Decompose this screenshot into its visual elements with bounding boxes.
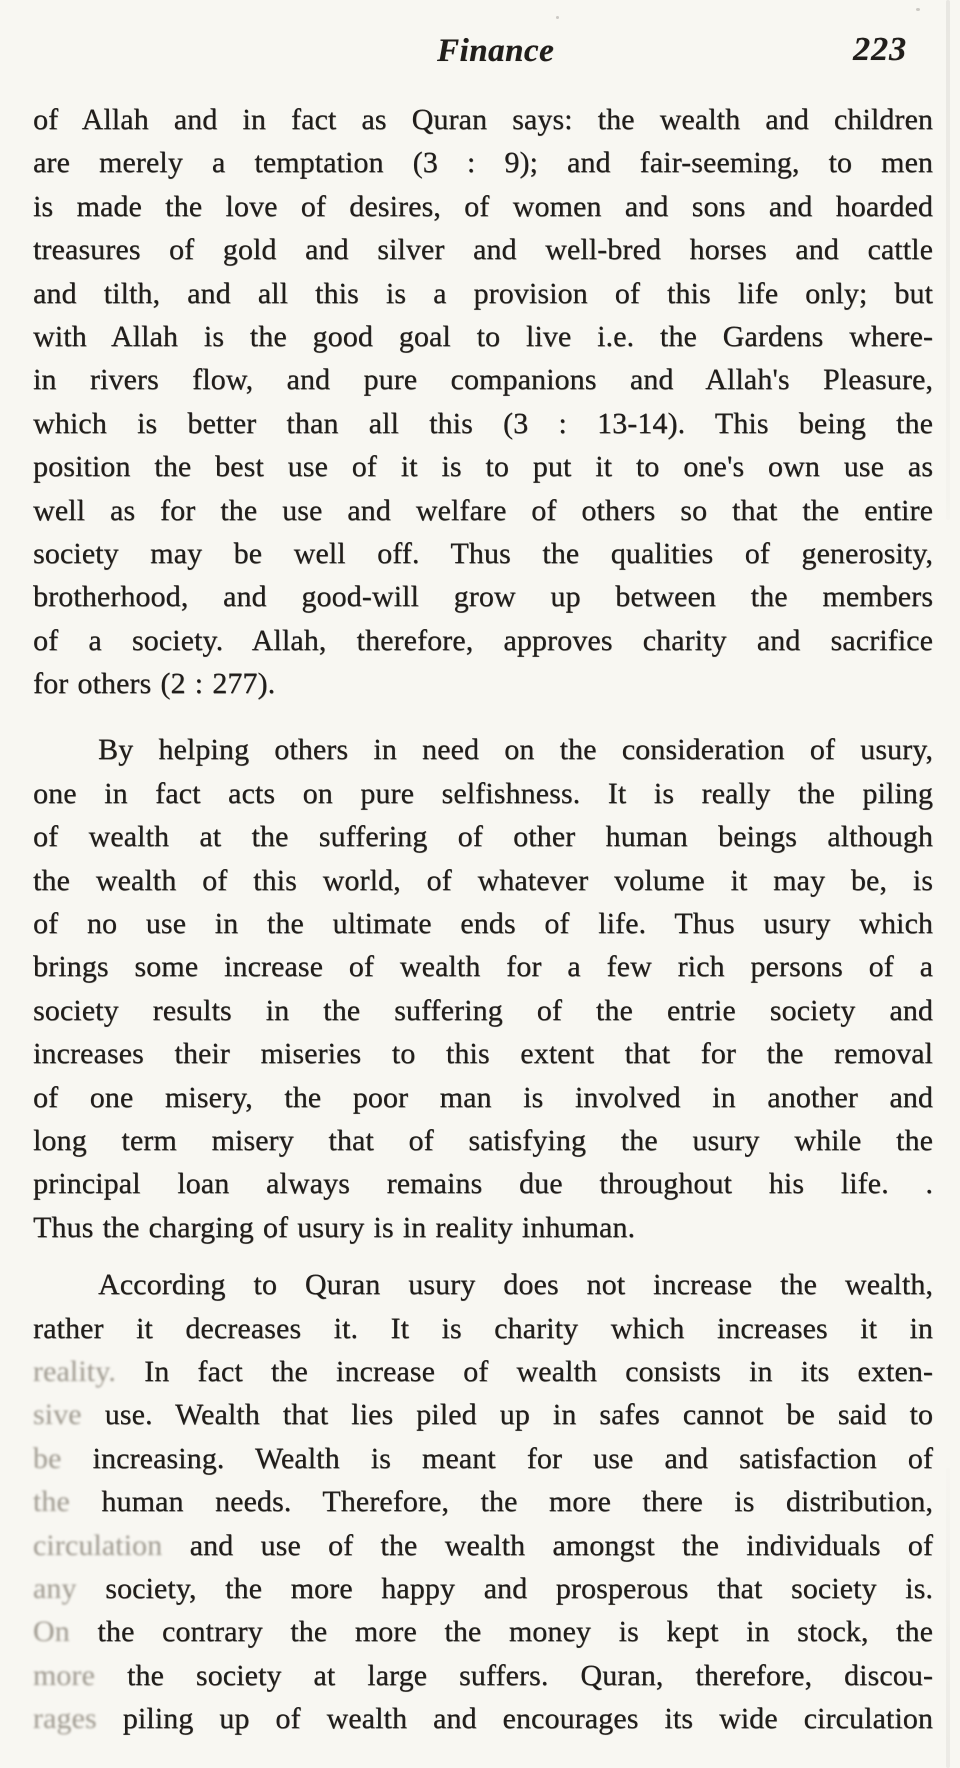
faded-word: sive xyxy=(33,1398,82,1432)
running-title: Finance xyxy=(437,33,555,69)
text-line: brotherhood, and good-will grow up between the members xyxy=(33,580,933,614)
text-line: rages piling up of wealth and encourages its wide circulation xyxy=(33,1702,933,1736)
text-line: in rivers flow, and pure companions and Allah's Pleasure, xyxy=(33,363,933,397)
text-line: brings some increase of wealth for a few rich persons of a xyxy=(33,950,933,984)
faded-word: rages xyxy=(33,1702,97,1736)
paragraph xyxy=(33,1263,933,1740)
text-line: with Allah is the good goal to live i.e. the Gardens where- xyxy=(33,319,933,353)
text-line: and tilth, and all this is a provision of this life only; but xyxy=(33,276,933,310)
scan-edge-shadow-bottom xyxy=(946,1468,950,1768)
text-line: well as for the use and welfare of others so that the entire xyxy=(33,493,933,527)
paragraph xyxy=(33,728,933,1249)
text-line: treasures of gold and silver and well-bred horses and cattle xyxy=(33,233,933,267)
text-line: be increasing. Wealth is meant for use and satisfaction of xyxy=(33,1441,933,1475)
text-line: circulation and use of the wealth amongst the individuals of xyxy=(33,1528,933,1562)
text-line: According to Quran usury does not increase the wealth, xyxy=(98,1268,933,1302)
text-line: of no use in the ultimate ends of life. Thus usury which xyxy=(33,907,933,941)
page-number: 223 xyxy=(853,31,907,68)
faded-word: On xyxy=(33,1615,70,1649)
text-line: of a society. Allah, therefore, approves charity and sacrifice xyxy=(33,623,933,657)
text-line: increases their miseries to this extent that for the removal xyxy=(33,1037,933,1071)
text-line: society may be well off. Thus the qualities of generosity, xyxy=(33,536,933,570)
faded-word: be xyxy=(33,1441,62,1475)
text-line: one in fact acts on pure selfishness. It is really the piling xyxy=(33,776,933,810)
text-line: more the society at large suffers. Quran, therefore, discou- xyxy=(33,1658,933,1692)
text-line: of wealth at the suffering of other human beings although xyxy=(33,820,933,854)
text-line: society results in the suffering of the entrie society and xyxy=(33,993,933,1027)
text-line: principal loan always remains due throughout his life. . xyxy=(33,1167,933,1201)
faded-word: more xyxy=(33,1658,96,1692)
text-line: are merely a temptation (3 : 9); and fair-seeming, to men xyxy=(33,146,933,180)
text-line: the human needs. Therefore, the more there is distribution, xyxy=(33,1485,933,1519)
text-line: for others (2 : 277). xyxy=(33,667,276,701)
text-line: On the contrary the more the money is kept in stock, the xyxy=(33,1615,933,1649)
text-line: long term misery that of satisfying the usury while the xyxy=(33,1123,933,1157)
text-line: which is better than all this (3 : 13-14). This being the xyxy=(33,406,933,440)
text-line: sive use. Wealth that lies piled up in safes cannot be said to xyxy=(33,1398,933,1432)
page-header xyxy=(0,0,960,80)
text-line: of Allah and in fact as Quran says: the wealth and children xyxy=(33,103,933,136)
text-line: any society, the more happy and prosperous that society is. xyxy=(33,1571,933,1605)
paragraph xyxy=(33,98,933,705)
faded-word: the xyxy=(33,1485,70,1519)
text-line: position the best use of it is to put it to one's own use as xyxy=(33,450,933,484)
text-line: the wealth of this world, of whatever volume it may be, is xyxy=(33,863,933,897)
faded-word: circulation xyxy=(33,1528,163,1562)
text-line: reality. In fact the increase of wealth consists in its exten- xyxy=(33,1354,933,1388)
body-text xyxy=(33,98,933,1740)
text-line: is made the love of desires, of women and sons and hoarded xyxy=(33,189,933,223)
faded-word: reality. xyxy=(33,1354,116,1388)
text-line: Thus the charging of usury is in reality inhuman. xyxy=(33,1210,636,1244)
faded-word: any xyxy=(33,1571,77,1605)
text-line: By helping others in need on the consideration of usury, xyxy=(98,733,933,767)
text-line: of one misery, the poor man is involved in another and xyxy=(33,1080,933,1114)
text-line: rather it decreases it. It is charity which increases it in xyxy=(33,1311,933,1345)
